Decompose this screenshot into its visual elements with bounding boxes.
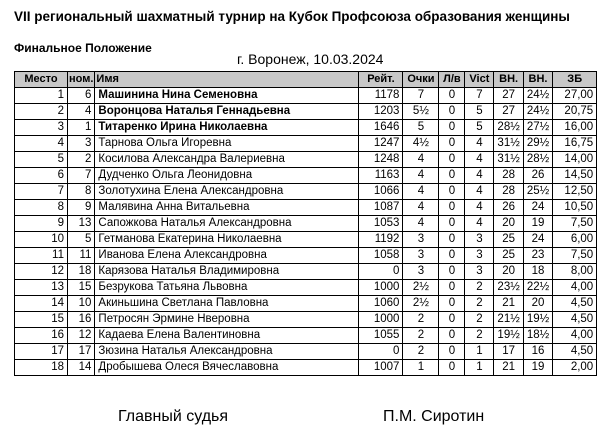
table-row [15,152,597,168]
cell-lv: 0 [439,216,465,232]
cell-name: Дробышева Олеся Вячеславовна [95,360,359,376]
cell-number: 1 [68,120,95,136]
cell-buchholz-1: 26 [494,200,523,216]
cell-rating: 1060 [359,296,403,312]
cell-rating: 1066 [359,184,403,200]
cell-points: 4 [403,200,439,216]
cell-lv: 0 [439,232,465,248]
cell-buchholz-2: 23 [523,248,552,264]
cell-buchholz-2: 16 [523,344,552,360]
cell-buchholz-2: 19 [523,216,552,232]
cell-buchholz-1: 21½ [494,312,523,328]
cell-name: Дудченко Ольга Леонидовна [95,168,359,184]
cell-place: 12 [15,264,68,280]
cell-lv: 0 [439,344,465,360]
col-header-buchholz-2: ВН. [523,72,552,88]
table-row [15,120,597,136]
cell-vict: 4 [465,136,494,152]
cell-points: 3 [403,248,439,264]
cell-buchholz-1: 28½ [494,120,523,136]
cell-lv: 0 [439,152,465,168]
table-row [15,360,597,376]
cell-vict: 4 [465,152,494,168]
col-header-name: Имя [95,72,359,88]
cell-rating: 1192 [359,232,403,248]
cell-number: 3 [68,136,95,152]
cell-place: 9 [15,216,68,232]
cell-vict: 1 [465,360,494,376]
cell-sb: 16,00 [553,120,597,136]
cell-sb: 7,50 [553,248,597,264]
cell-lv: 0 [439,104,465,120]
cell-vict: 3 [465,248,494,264]
cell-sb: 4,50 [553,312,597,328]
cell-buchholz-1: 25 [494,248,523,264]
cell-buchholz-1: 21 [494,296,523,312]
cell-lv: 0 [439,280,465,296]
cell-place: 1 [15,88,68,104]
cell-sb: 14,50 [553,168,597,184]
cell-number: 13 [68,216,95,232]
col-header-lv: Л/в [439,72,465,88]
cell-name: Сапожкова Наталья Александровна [95,216,359,232]
cell-buchholz-2: 28½ [523,152,552,168]
table-header-row [15,72,597,88]
cell-buchholz-2: 29½ [523,136,552,152]
cell-place: 11 [15,248,68,264]
cell-vict: 2 [465,296,494,312]
document-title: VII региональный шахматный турнир на Кубок Профсоюза образования женщины [14,9,570,24]
cell-buchholz-2: 19 [523,360,552,376]
cell-rating: 1247 [359,136,403,152]
cell-buchholz-2: 24 [523,200,552,216]
cell-vict: 4 [465,168,494,184]
cell-lv: 0 [439,88,465,104]
cell-rating: 1000 [359,312,403,328]
col-header-number: ном. [68,72,95,88]
cell-points: 2 [403,344,439,360]
col-header-place: Место [15,72,68,88]
cell-number: 15 [68,280,95,296]
cell-sb: 20,75 [553,104,597,120]
cell-name: Гетманова Екатерина Николаевна [95,232,359,248]
cell-vict: 4 [465,216,494,232]
cell-buchholz-2: 26 [523,168,552,184]
cell-buchholz-1: 25 [494,232,523,248]
cell-buchholz-1: 31½ [494,152,523,168]
cell-buchholz-1: 28 [494,184,523,200]
cell-name: Малявина Анна Витальевна [95,200,359,216]
cell-buchholz-1: 23½ [494,280,523,296]
cell-points: 2½ [403,296,439,312]
cell-vict: 1 [465,344,494,360]
cell-points: 4 [403,152,439,168]
cell-points: 5½ [403,104,439,120]
cell-vict: 4 [465,184,494,200]
cell-rating: 0 [359,264,403,280]
cell-number: 8 [68,184,95,200]
standings-table [14,71,597,376]
table-row [15,136,597,152]
cell-number: 18 [68,264,95,280]
cell-lv: 0 [439,136,465,152]
cell-rating: 1178 [359,88,403,104]
place-date: г. Воронеж, 10.03.2024 [237,51,384,67]
cell-number: 6 [68,88,95,104]
document-subtitle: Финальное Положение [14,41,152,55]
cell-name: Карязова Наталья Владимировна [95,264,359,280]
cell-name: Безрукова Татьяна Львовна [95,280,359,296]
cell-points: 4 [403,216,439,232]
chief-judge-label: Главный судья [118,408,229,425]
col-header-sb: ЗБ [553,72,597,88]
cell-buchholz-2: 27½ [523,120,552,136]
cell-sb: 6,00 [553,232,597,248]
cell-vict: 5 [465,120,494,136]
cell-lv: 0 [439,328,465,344]
cell-place: 17 [15,344,68,360]
cell-rating: 1000 [359,280,403,296]
cell-name: Косилова Александра Валериевна [95,152,359,168]
cell-rating: 1163 [359,168,403,184]
cell-points: 4 [403,168,439,184]
cell-lv: 0 [439,360,465,376]
cell-place: 18 [15,360,68,376]
col-header-buchholz-1: ВН. [494,72,523,88]
cell-rating: 1248 [359,152,403,168]
cell-lv: 0 [439,296,465,312]
col-header-points: Очки [403,72,439,88]
cell-number: 16 [68,312,95,328]
cell-lv: 0 [439,184,465,200]
cell-number: 12 [68,328,95,344]
table-row [15,200,597,216]
cell-name: Титаренко Ирина Николаевна [95,120,359,136]
cell-number: 9 [68,200,95,216]
cell-number: 2 [68,152,95,168]
cell-buchholz-2: 24½ [523,88,552,104]
table-row [15,344,597,360]
cell-number: 7 [68,168,95,184]
cell-rating: 1007 [359,360,403,376]
table-row [15,88,597,104]
cell-buchholz-1: 19½ [494,328,523,344]
cell-sb: 8,00 [553,264,597,280]
cell-place: 8 [15,200,68,216]
cell-vict: 2 [465,328,494,344]
cell-sb: 2,00 [553,360,597,376]
cell-points: 7 [403,88,439,104]
cell-place: 7 [15,184,68,200]
cell-lv: 0 [439,248,465,264]
cell-buchholz-2: 24 [523,232,552,248]
cell-buchholz-1: 20 [494,264,523,280]
cell-vict: 3 [465,264,494,280]
cell-buchholz-1: 21 [494,360,523,376]
cell-points: 4½ [403,136,439,152]
cell-place: 10 [15,232,68,248]
cell-lv: 0 [439,200,465,216]
cell-place: 16 [15,328,68,344]
cell-buchholz-2: 22½ [523,280,552,296]
cell-buchholz-2: 18 [523,264,552,280]
cell-sb: 4,50 [553,296,597,312]
table-row [15,328,597,344]
cell-buchholz-2: 24½ [523,104,552,120]
table-row [15,168,597,184]
cell-buchholz-2: 18½ [523,328,552,344]
cell-name: Петросян Эрмине Нверовна [95,312,359,328]
cell-sb: 4,00 [553,328,597,344]
cell-sb: 4,50 [553,344,597,360]
table-row [15,312,597,328]
col-header-rating: Рейт. [359,72,403,88]
cell-points: 2 [403,328,439,344]
cell-place: 5 [15,152,68,168]
cell-sb: 7,50 [553,216,597,232]
cell-lv: 0 [439,264,465,280]
cell-sb: 14,00 [553,152,597,168]
cell-vict: 4 [465,200,494,216]
cell-lv: 0 [439,120,465,136]
cell-rating: 1087 [359,200,403,216]
cell-points: 3 [403,232,439,248]
cell-place: 4 [15,136,68,152]
cell-points: 5 [403,120,439,136]
cell-buchholz-1: 27 [494,104,523,120]
cell-name: Кадаева Елена Валентиновна [95,328,359,344]
cell-sb: 16,75 [553,136,597,152]
cell-name: Золотухина Елена Александровна [95,184,359,200]
cell-name: Машинина Нина Семеновна [95,88,359,104]
cell-place: 15 [15,312,68,328]
cell-place: 2 [15,104,68,120]
cell-number: 4 [68,104,95,120]
table-row [15,264,597,280]
cell-number: 5 [68,232,95,248]
cell-points: 2 [403,312,439,328]
chief-judge-name: П.М. Сиротин [383,408,485,425]
cell-number: 10 [68,296,95,312]
cell-number: 11 [68,248,95,264]
cell-number: 14 [68,360,95,376]
cell-points: 2½ [403,280,439,296]
cell-sb: 4,00 [553,280,597,296]
cell-sb: 27,00 [553,88,597,104]
cell-buchholz-2: 25½ [523,184,552,200]
cell-lv: 0 [439,168,465,184]
cell-buchholz-1: 27 [494,88,523,104]
cell-rating: 0 [359,344,403,360]
cell-buchholz-1: 31½ [494,136,523,152]
table-row [15,184,597,200]
table-row [15,232,597,248]
cell-name: Воронцова Наталья Геннадьевна [95,104,359,120]
cell-name: Зюзина Наталья Александровна [95,344,359,360]
cell-vict: 5 [465,104,494,120]
cell-points: 4 [403,184,439,200]
cell-vict: 2 [465,312,494,328]
table-row [15,280,597,296]
cell-vict: 2 [465,280,494,296]
table-row [15,216,597,232]
table-row [15,296,597,312]
cell-buchholz-1: 20 [494,216,523,232]
cell-points: 1 [403,360,439,376]
col-header-vict: Vict [465,72,494,88]
cell-sb: 10,50 [553,200,597,216]
table-row [15,248,597,264]
cell-rating: 1203 [359,104,403,120]
cell-place: 6 [15,168,68,184]
cell-place: 3 [15,120,68,136]
cell-rating: 1053 [359,216,403,232]
cell-points: 3 [403,264,439,280]
cell-sb: 12,50 [553,184,597,200]
cell-place: 14 [15,296,68,312]
cell-rating: 1058 [359,248,403,264]
cell-buchholz-2: 19½ [523,312,552,328]
cell-name: Тарнова Ольга Игоревна [95,136,359,152]
cell-lv: 0 [439,312,465,328]
cell-place: 13 [15,280,68,296]
cell-vict: 7 [465,88,494,104]
cell-buchholz-2: 20 [523,296,552,312]
cell-buchholz-1: 28 [494,168,523,184]
cell-buchholz-1: 17 [494,344,523,360]
cell-name: Акиньшина Светлана Павловна [95,296,359,312]
cell-number: 17 [68,344,95,360]
cell-rating: 1646 [359,120,403,136]
cell-name: Иванова Елена Александровна [95,248,359,264]
table-row [15,104,597,120]
cell-vict: 3 [465,232,494,248]
cell-rating: 1055 [359,328,403,344]
